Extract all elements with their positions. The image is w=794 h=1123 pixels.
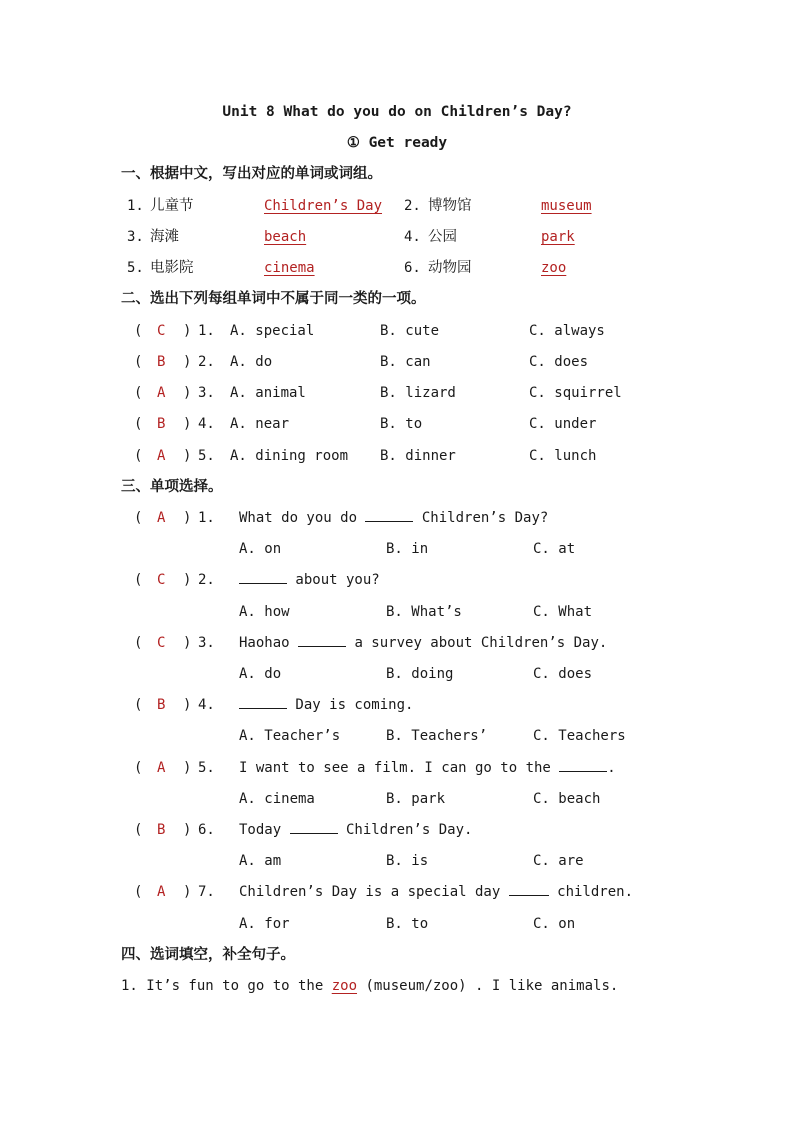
question-text [239,509,548,527]
question-text-before: What do you do [239,510,366,526]
paren-close: ) [183,884,192,900]
answer-text: zoo [541,260,567,276]
answer-letter: A [157,385,166,401]
question-text-before: Haohao [239,635,299,651]
sentence-after: (museum/zoo) . I like animals. [357,978,619,994]
answer-blank [509,883,549,896]
option-b: B. park [386,791,446,807]
question-text-before: I want to see a film. I can go to the [239,760,560,776]
answer-blank [239,571,287,584]
question-text-after: . [607,760,616,776]
option-b: B. to [380,416,423,432]
question-text-after: Children’s Day? [413,510,549,526]
paren-close: ) [183,822,192,838]
option-a: A. on [239,541,282,557]
item-number: 4. [198,697,215,713]
item-number: 1. [198,510,215,526]
question-text-after: a survey about Children’s Day. [346,635,608,651]
paren-open: ( [134,323,143,339]
paren-open: ( [134,697,143,713]
paren-open: ( [134,884,143,900]
chinese-prompt: 动物园 [428,260,472,276]
item-number: 5. [198,448,215,464]
item-number: 5. [198,760,215,776]
answer-blank [298,634,346,647]
item-number: 3. [198,385,215,401]
item-number: 1. [127,198,144,214]
answer-blank [365,509,413,522]
sentence-before: 1. It’s fun to go to the [121,978,332,994]
option-c: C. beach [533,791,601,807]
answer-blank [559,759,607,772]
answer-letter: C [157,635,166,651]
question-text [239,696,413,714]
option-c: C. under [529,416,597,432]
option-a: A. do [230,354,273,370]
answer-text: cinema [264,260,315,276]
option-b: B. cute [380,323,440,339]
option-c: C. What [533,604,593,620]
answer-letter: B [157,822,166,838]
section-heading: 一、根据中文，写出对应的单词或词组。 [121,166,382,182]
question-text [239,883,633,901]
question-text [239,634,607,652]
option-b: B. in [386,541,429,557]
item-number: 2. [198,572,215,588]
question-text-after: children. [548,884,634,900]
answer-blank [290,821,338,834]
paren-open: ( [134,510,143,526]
option-a: A. dining room [230,448,349,464]
item-number: 6. [404,260,421,276]
option-c: C. lunch [529,448,597,464]
item-number: 3. [127,229,144,245]
paren-close: ) [183,760,192,776]
question-text-before: Children’s Day is a special day [239,884,509,900]
answer-text: beach [264,229,307,245]
item-number: 2. [404,198,421,214]
section-heading: 三、单项选择。 [121,479,223,495]
option-b: B. Teachers’ [386,728,488,744]
option-b: B. is [386,853,429,869]
option-b: B. to [386,916,429,932]
paren-close: ) [183,354,192,370]
paren-open: ( [134,416,143,432]
section-heading: 二、选出下列每组单词中不属于同一类的一项。 [121,291,426,307]
answer-letter: C [157,572,166,588]
option-a: A. do [239,666,282,682]
option-a: A. animal [230,385,306,401]
paren-open: ( [134,354,143,370]
option-a: A. how [239,604,290,620]
option-a: A. for [239,916,290,932]
answer-letter: B [157,416,166,432]
chinese-prompt: 公园 [428,229,457,245]
paren-open: ( [134,635,143,651]
option-a: A. near [230,416,290,432]
item-number: 3. [198,635,215,651]
item-number: 5. [127,260,144,276]
paren-close: ) [183,697,192,713]
option-c: C. are [533,853,584,869]
question-text-before: Today [239,822,290,838]
chinese-prompt: 海滩 [150,229,179,245]
answer-letter: B [157,354,166,370]
paren-open: ( [134,448,143,464]
answer-letter: C [157,323,166,339]
item-number: 1. [198,323,215,339]
option-a: A. Teacher’s [239,728,341,744]
option-b: B. dinner [380,448,456,464]
item-number: 6. [198,822,215,838]
paren-open: ( [134,572,143,588]
option-b: B. can [380,354,431,370]
option-b: B. lizard [380,385,456,401]
option-c: C. Teachers [533,728,626,744]
option-c: C. always [529,323,605,339]
answer-text: museum [541,198,592,214]
option-c: C. on [533,916,576,932]
chinese-prompt: 博物馆 [428,198,472,214]
option-a: A. am [239,853,282,869]
paren-close: ) [183,416,192,432]
answer-letter: A [157,448,166,464]
option-a: A. special [230,323,315,339]
chinese-prompt: 电影院 [150,260,194,276]
paren-close: ) [183,572,192,588]
question-text-after: Day is coming. [287,697,414,713]
answer-text: park [541,229,575,245]
chinese-prompt: 儿童节 [150,198,194,214]
fill-sentence [121,977,618,995]
option-c: C. squirrel [529,385,622,401]
answer-letter: A [157,760,166,776]
item-number: 7. [198,884,215,900]
item-number: 4. [198,416,215,432]
option-c: C. does [529,354,589,370]
answer-blank [239,696,287,709]
paren-open: ( [134,822,143,838]
page-subtitle: ① Get ready [346,135,448,151]
answer-letter: B [157,697,166,713]
option-c: C. does [533,666,593,682]
question-text-after: about you? [287,572,380,588]
option-b: B. doing [386,666,454,682]
option-b: B. What’s [386,604,462,620]
answer-text: zoo [331,978,358,994]
item-number: 4. [404,229,421,245]
section-heading: 四、选词填空，补全句子。 [121,947,295,963]
paren-close: ) [183,510,192,526]
paren-close: ) [183,323,192,339]
option-a: A. cinema [239,791,315,807]
answer-letter: A [157,510,166,526]
page-title: Unit 8 What do you do on Children’s Day? [222,104,572,120]
option-c: C. at [533,541,576,557]
paren-close: ) [183,635,192,651]
paren-open: ( [134,760,143,776]
question-text [239,759,616,777]
answer-text: Children’s Day [264,198,383,214]
paren-open: ( [134,385,143,401]
paren-close: ) [183,448,192,464]
answer-letter: A [157,884,166,900]
question-text [239,571,380,589]
question-text-after: Children’s Day. [337,822,473,838]
paren-close: ) [183,385,192,401]
question-text [239,821,472,839]
item-number: 2. [198,354,215,370]
